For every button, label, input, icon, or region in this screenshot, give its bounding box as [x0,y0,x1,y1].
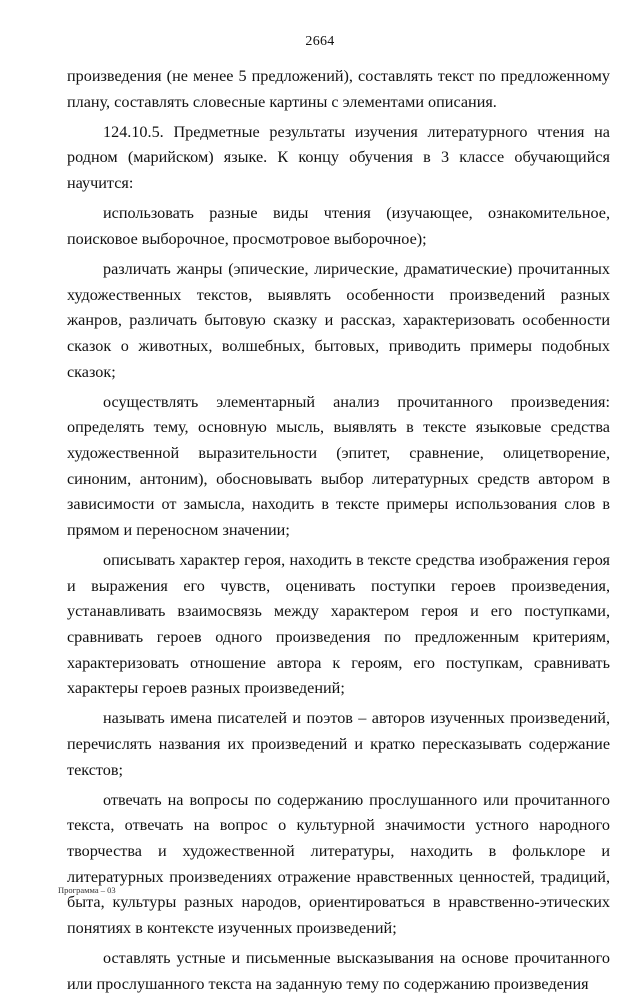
paragraph-reading-types: использовать разные виды чтения (изучающее, ознакомительное, поисковое выборочное, просмотровое выборочное); [67,204,610,248]
document-body [67,64,610,1002]
paragraph-authors: называть имена писателей и поэтов – авторов изученных произведений, перечислять названия их произведений и кратко пересказывать содержание текстов; [67,709,610,779]
page-number: 2664 [305,34,335,49]
page-footer: Программа – 03 [58,885,116,895]
paragraph-section-heading: 124.10.5. Предметные результаты изучения литературного чтения на родном (марийском) языке. К концу обучения в 3 классе обучающийся научится: [67,122,610,193]
paragraph-characters: описывать характер героя, находить в тексте средства изображения героя и выражения его чувств, оценивать поступки героев произведения, устанавливать взаимосвязь между характером героя и его поступками, сравнивать героев одного произведения по предложенным критериям, характеризовать отношение автора к героям, его поступкам, сравнивать характеры героев разных произведений; [67,551,610,698]
paragraph-statements: оставлять устные и письменные высказывания на основе прочитанного или прослушанного текста на заданную тему по содержанию произведения [67,949,610,993]
paragraph-analysis: осуществлять элементарный анализ прочитанного произведения: определять тему, основную мысль, выявлять в тексте языковые средства художественной выразительности (эпитет, сравнение, олицетворение, синоним, антоним), обосновывать выбор литературных средств автором в зависимости от замысла, находить в тексте примеры использования слов в прямом и переносном значении; [67,392,610,539]
paragraph-questions: отвечать на вопросы по содержанию прослушанного или прочитанного текста, отвечать на вопрос о культурной значимости устного народного творчества и художественной литературы, находить в фольклоре и литературных произведениях отражение нравственных ценностей, традиций, быта, культуры разных народов, ориентироваться в нравственно-этических понятиях в контексте изученных произведений; [67,790,610,937]
paragraph-genres: различать жанры (эпические, лирические, драматические) прочитанных художественных текстов, выявлять особенности произведений разных жанров, различать бытовую сказку и рассказ, характеризовать особенности сказок о животных, волшебных, бытовых, приводить примеры подобных сказок; [67,260,610,381]
paragraph-continuation: произведения (не менее 5 предложений), составлять текст по предложенному плану, составлять словесные картины с элементами описания. [67,67,610,111]
